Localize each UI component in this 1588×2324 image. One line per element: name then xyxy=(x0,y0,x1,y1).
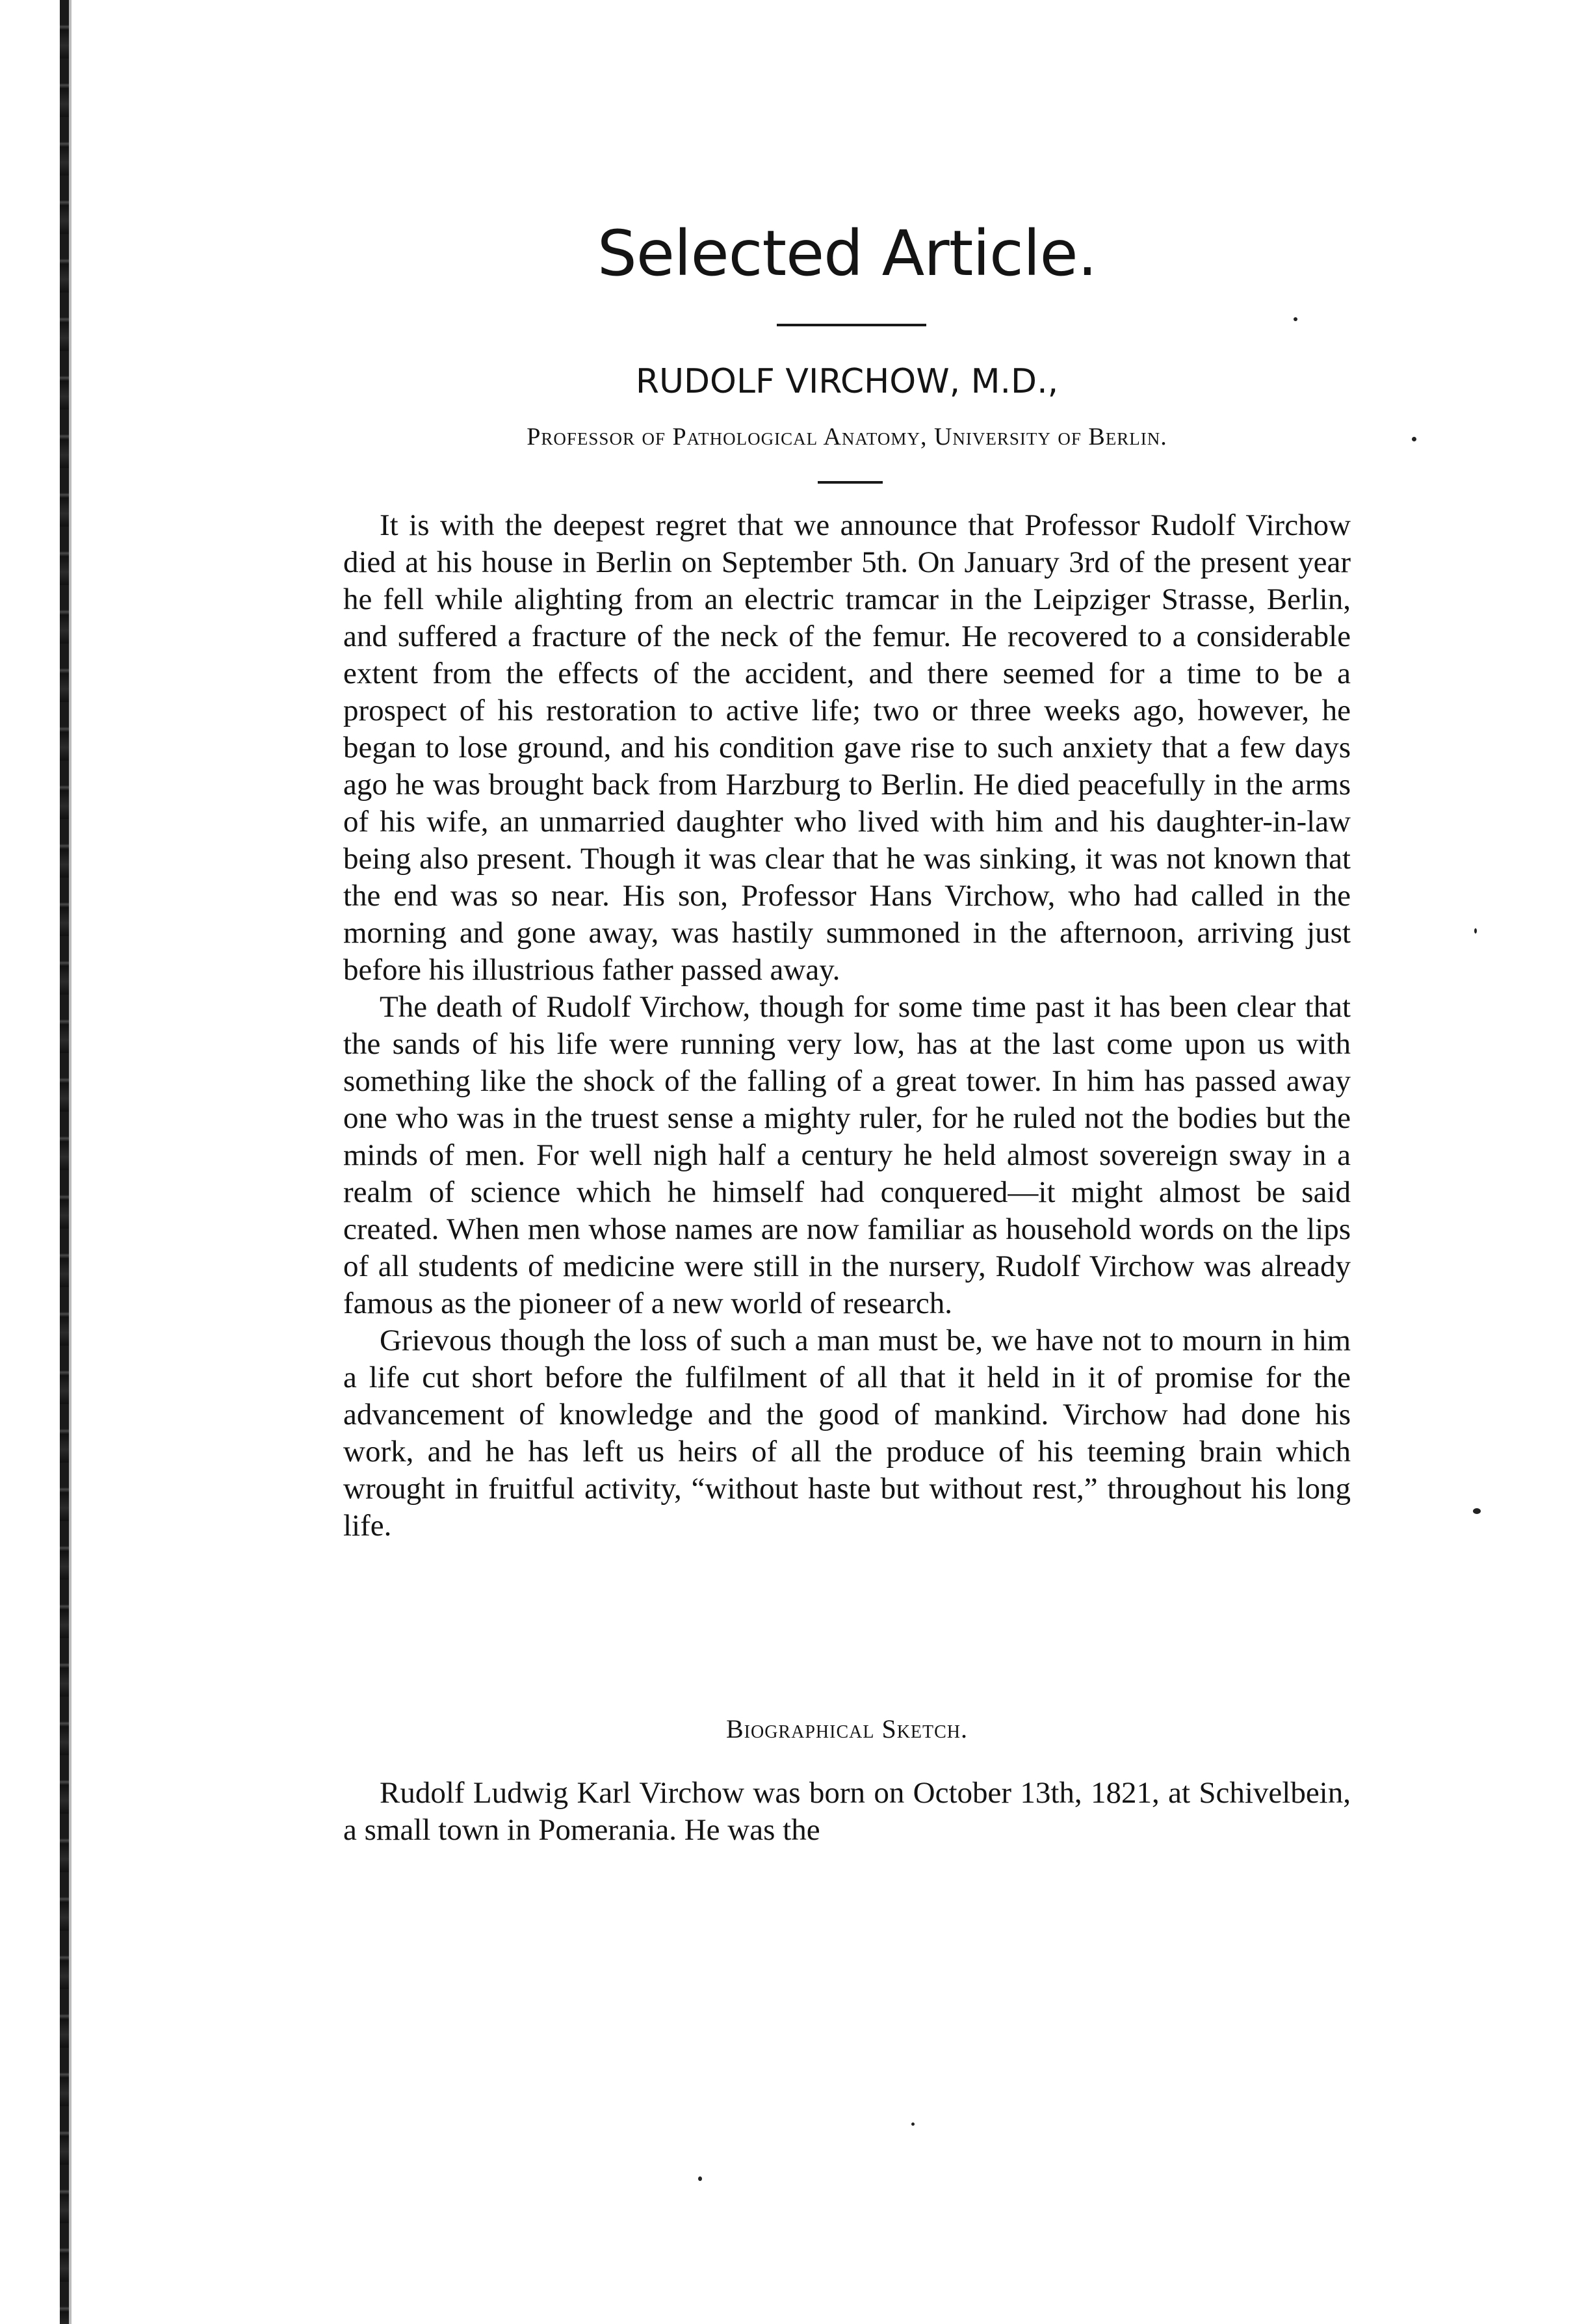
section-title: Biographical Sketch. xyxy=(725,1714,969,1743)
scan-speck xyxy=(698,2176,702,2181)
paragraph: Rudolf Ludwig Karl Virchow was born on October 13th, 1821, at Schivelbein, a small town in Pomerania. He was the xyxy=(343,1776,1351,1847)
binding-edge-shadow xyxy=(69,0,72,2324)
subject-name: RUDOLF VIRCHOW, M.D., xyxy=(635,362,1059,401)
heading-rule xyxy=(777,324,926,326)
binding-edge xyxy=(60,0,69,2324)
paragraph: The death of Rudolf Virchow, though for some time past it has been clear that the sands of his life were running very low, has at the last come upon us with something like the shock of the falling of a great tower. In him has passed away one who was in the truest sense a mighty ruler, for he ruled not the bodies but the minds of men. For well nigh half a century he held almost sovereign sway in a realm of science which he himself had conquered—it might almost be said created. When men whose names are now familiar as household words on the lips of all students of medicine were still in the nursery, Rudolf Virchow was already famous as the pioneer of a new world of research. xyxy=(343,990,1351,1320)
paragraph: Grievous though the loss of such a man must be, we have not to mourn in him a life cut short before the fulfilment of all that it held in it of promise for the advancement of knowledge and the good of mankind. Virchow had done his work, and he has left us heirs of all the produce of his teeming brain which wrought in fruitful activity, “without haste but without rest,” throughout his long life. xyxy=(343,1324,1351,1543)
paragraph: It is with the deepest regret that we announce that Professor Rudolf Virchow died at his house in Berlin on September 5th. On January 3rd of the present year he fell while alighting from an electric tramcar in the Leipziger Strasse, Berlin, and suffered a fracture of the neck of the femur. He recovered to a considerable extent from the effects of the accident, and there seemed for a time to be a prospect of his restoration to active life; two or three weeks ago, however, he began to lose ground, and his condition gave rise to such anxiety that a few days ago he was brought back from Harzburg to Berlin. He died peacefully in the arms of his wife, an unmarried daughter who lived with him and his daughter-in-law being also present. Though it was clear that he was sinking, it was not known that the end was so near. His son, Professor Hans Virchow, who had called in the morning and gone away, was hastily summoned in the afternoon, arriving just before his illustrious father passed away. xyxy=(343,508,1351,987)
scan-speck xyxy=(1294,317,1297,321)
subject-affiliation: Professor of Pathological Anatomy, University of Berlin. xyxy=(527,423,1167,450)
page-heading: Selected Article. xyxy=(597,217,1097,290)
affiliation-rule xyxy=(818,481,883,484)
biography-body xyxy=(343,1775,1351,1849)
scan-speck xyxy=(1473,1508,1481,1514)
scan-speck xyxy=(911,2122,915,2126)
article-body xyxy=(343,507,1351,1545)
scan-speck xyxy=(1412,437,1416,441)
scan-speck xyxy=(1474,928,1477,934)
